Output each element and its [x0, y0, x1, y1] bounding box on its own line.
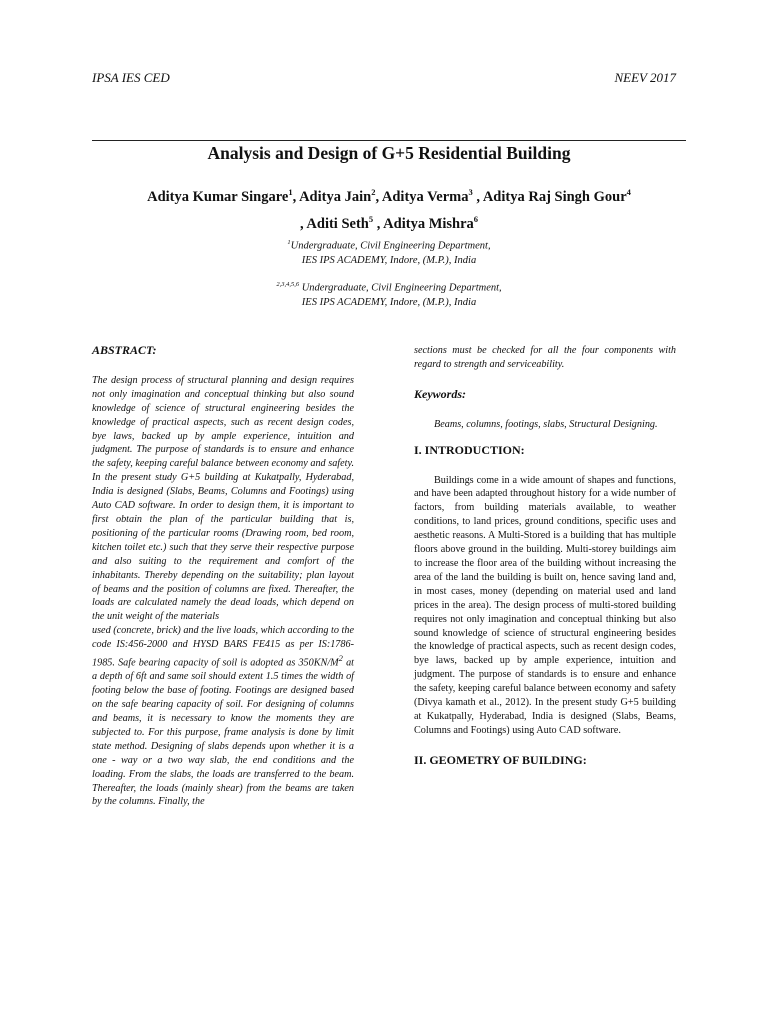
- author-sup: 6: [473, 213, 479, 224]
- affiliation-2: [92, 278, 686, 310]
- keywords-heading: Keywords:: [414, 386, 466, 401]
- affiliation-1: [92, 236, 686, 268]
- affiliation-sup: 1: [287, 239, 291, 246]
- author-sep: ,: [472, 188, 483, 205]
- keywords-text: Beams, columns, footings, slabs, Structural Designing.: [434, 418, 658, 430]
- affiliation-sup: 2,3,4,5,6: [276, 281, 300, 288]
- affiliation-line: Undergraduate, Civil Engineering Department,: [290, 240, 491, 252]
- author-sep: ,: [375, 188, 382, 205]
- paper-title: Analysis and Design of G+5 Residential Building: [207, 143, 571, 163]
- introduction-text: Buildings come in a wide amount of shapes and functions, and have been adapted throughout history for a wide number of factors, from building materials available, to weather conditions, to land prices, ground conditions, specific uses and aesthetic reasons. A Multi-Stored is a building that has multiple floors above ground in the building. Multi-storey buildings aim to increase the floor area of the building without increasing the area of the land the building is built on, hence saving land and, in most cases, money (depending on material used and land prices in the area). The design process of multi-stored building requires not only imagination and conceptual thinking but also sound knowledge of science of structural engineering besides the knowledge of practical aspects, such as recent design codes, bye laws, backed up by ample experience, intuition and judgment. The purpose of standards is to ensure and enhance the safety, keeping careful balance between economy and safety (Divya kamath et al., 2012). In the present study G+5 building at Kukatpally, Hyderabad, India is designed (Slabs, Beams, Columns and Footings) using Auto CAD software.: [414, 474, 676, 736]
- author-sep: ,: [292, 188, 300, 205]
- geometry-heading: II. GEOMETRY OF BUILDING:: [414, 752, 587, 767]
- header-rule: [92, 140, 686, 141]
- affiliation-line: IES IPS ACADEMY, Indore, (M.P.), India: [301, 296, 477, 308]
- affiliation-line: IES IPS ACADEMY, Indore, (M.P.), India: [301, 254, 477, 266]
- author-name: Aditya Verma: [381, 188, 469, 205]
- abstract-text-1: The design process of structural planning and design requires not only imagination and conceptual thinking but also sound knowledge of science of structural engineering besides the knowledge of practical aspects, such as recent design codes, bye laws, backed up by ample experience, intuition and judgment. The purpose of standards is to ensure and enhance the safety, keeping careful balance between economy and safety. In the present study G+5 building at Kukatpally, Hyderabad, India is designed (Slabs, Beams, Columns and Footings) using Auto CAD software. In order to design them, it is important to first obtain the plan of the particular building that is, positioning of the particular rooms (Drawing room, bed room, kitchen toilet etc.) such that they serve their respective purpose and also suiting to the requirement and comfort of the inhabitants. Thereby depending on the suitability; plan layout of beams and the position of columns are fixed. Thereafter, the loads are calculated namely the dead loads, which depend on the unit weight of the materials: [92, 374, 354, 623]
- abstract-text-2a: used (concrete, brick) and the live loads, which according to the code IS:456-2000 and HYSD BARS FE415 as per IS:1786-1985. Safe bearing capacity of soil is adopted as 350KN/M: [92, 625, 354, 669]
- author-name: Aditya Jain: [299, 188, 372, 205]
- author-name: Aditya Mishra: [383, 215, 474, 232]
- author-sup: 4: [626, 187, 631, 197]
- abstract-text-2b: at a depth of 6ft and same soil should extent 1.5 times the width of footing below the base of footing. Footings are designed based on the safe bearing capacity of soil. For designing of columns and beams, it is necessary to know the moments they are subjected to. For this purpose, frame analysis is done by limit state method. Designing of slabs depends upon whether it is a one - way or a two way slab, the end conditions and the loading. From the slabs, the loads are transferred to the beam. Thereafter, the loads (mainly shear) from the beams are taken by the columns. Finally, the: [92, 657, 354, 808]
- introduction-heading: I. INTRODUCTION:: [414, 442, 525, 457]
- abstract-heading: ABSTRACT:: [92, 343, 157, 357]
- abstract-text-3: sections must be checked for all the four components with regard to strength and serviceability.: [414, 345, 676, 370]
- author-sep: ,: [373, 215, 384, 232]
- running-header-left: IPSA IES CED: [92, 70, 170, 85]
- author-name: Aditya Kumar Singare: [147, 188, 289, 205]
- author-name: Aditya Raj Singh Gour: [482, 188, 627, 205]
- author-name: , Aditi Seth: [299, 215, 369, 232]
- running-header-right: NEEV 2017: [614, 70, 676, 85]
- unit-sup: 2: [338, 653, 343, 664]
- author-sup: 2: [371, 187, 376, 197]
- affiliation-line: Undergraduate, Civil Engineering Department,: [301, 282, 502, 294]
- abstract-text-2: [92, 624, 354, 809]
- author-list: [92, 181, 686, 235]
- author-sup: 3: [468, 187, 473, 197]
- right-column: [414, 344, 676, 768]
- author-sup: 5: [368, 213, 374, 224]
- left-column: [92, 344, 354, 809]
- author-sup: 1: [288, 187, 293, 197]
